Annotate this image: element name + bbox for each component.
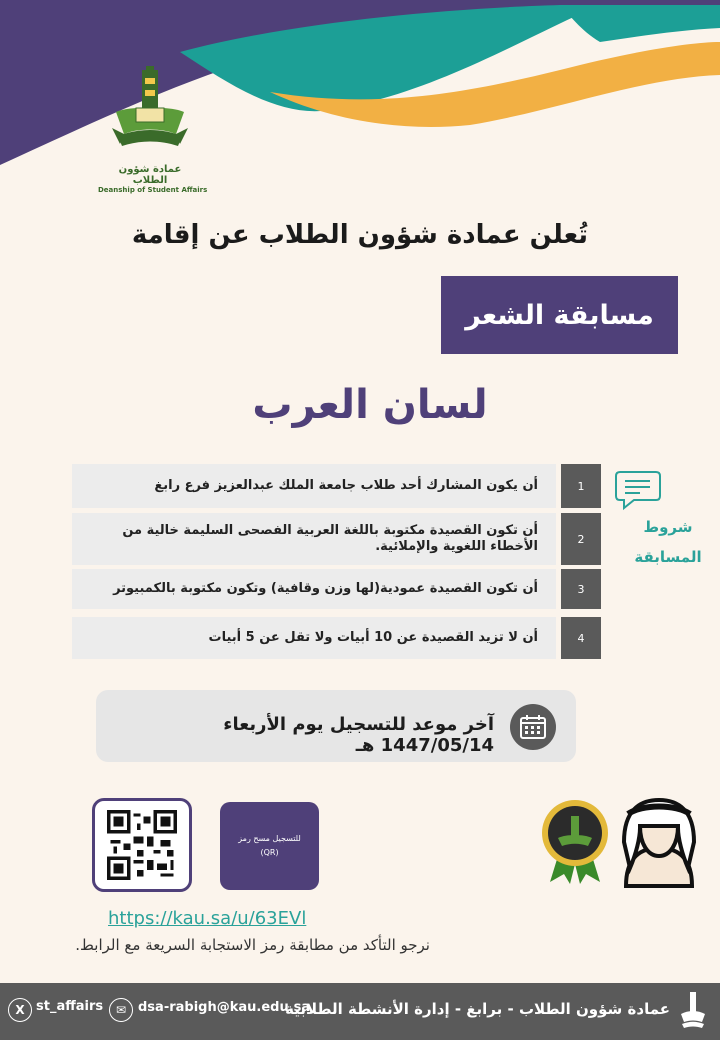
terms-icon-wrap (614, 466, 664, 512)
qr-code-icon (107, 810, 177, 880)
qr-label-code: (QR) (260, 848, 279, 857)
qr-label-text: للتسجيل مسح رمز (238, 834, 301, 843)
term-row-3 (72, 569, 556, 609)
term-number: 4 (561, 617, 601, 659)
footer-logo-icon (678, 990, 708, 1030)
university-logo-icon (108, 66, 192, 158)
term-number: 2 (561, 513, 601, 565)
term-number: 3 (561, 569, 601, 609)
competition-theme: لسان العرب (252, 382, 488, 428)
term-row-1 (72, 464, 556, 508)
logo-english-name: Deanship of Student Affairs (98, 186, 208, 194)
competition-title: مسابقة الشعر (465, 299, 654, 331)
footer-email[interactable]: dsa-rabigh@kau.edu.sa (138, 1000, 311, 1015)
term-row-2 (72, 513, 556, 565)
term-row-4 (72, 617, 556, 659)
email-icon: ✉ (109, 998, 133, 1022)
qr-instruction (220, 802, 319, 890)
competition-banner (441, 276, 678, 354)
terms-label: شروط المسابقة (634, 518, 702, 566)
term-text: أن لا تزيد القصيدة عن 10 أبيات ولا تقل عن 5 أبيات (208, 630, 538, 645)
registration-link[interactable]: https://kau.sa/u/63EVl (108, 908, 307, 929)
qr-verify-note: نرجو التأكد من مطابقة رمز الاستجابة السريعة مع الرابط. (75, 936, 430, 954)
qr-code[interactable] (92, 798, 192, 892)
footer-social-handle[interactable]: st_affairs (36, 999, 104, 1014)
logo-arabic-name: عمادة شؤون الطلاب (118, 164, 182, 186)
announcement-heading: تُعلن عمادة شؤون الطلاب عن إقامة (131, 220, 589, 250)
calendar-icon (510, 704, 556, 750)
term-text: أن تكون القصيدة عمودية(لها وزن وقافية) وتكون مكتوبة بالكمبيوتر (113, 581, 538, 596)
term-text: أن يكون المشارك أحد طلاب جامعة الملك عبدالعزيز فرع رابغ (154, 478, 538, 493)
x-social-icon: X (8, 998, 32, 1022)
award-badge-icon (540, 798, 610, 884)
deanship-logo (98, 66, 208, 194)
term-text: أن تكون القصيدة مكتوبة باللغة العربية الفصحى السليمة خالية من الأخطاء اللغوية والإملائية. (122, 523, 538, 554)
deadline-text: آخر موعد للتسجيل يوم الأربعاء 1447/05/14 هـ (223, 714, 494, 756)
term-number: 1 (561, 464, 601, 508)
footer-title: عمادة شؤون الطلاب - برابغ - إدارة الأنشطة الطلابية (285, 1000, 670, 1018)
chat-bubble-icon (614, 466, 664, 512)
avatar-icon (618, 798, 700, 888)
